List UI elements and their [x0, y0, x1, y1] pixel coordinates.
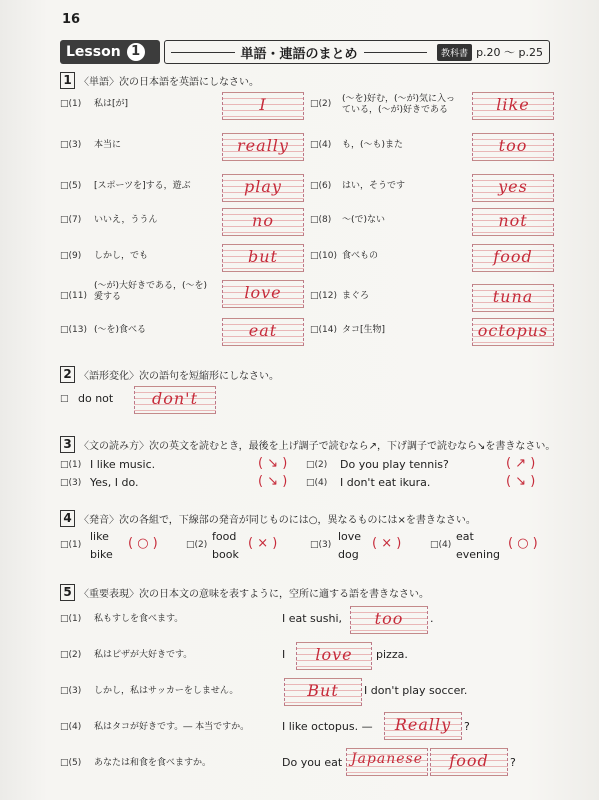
- s3-item-no: □(1): [60, 460, 82, 470]
- answer-box[interactable]: [296, 642, 372, 670]
- answer-box[interactable]: [222, 244, 304, 272]
- handwritten-answer: too: [374, 609, 404, 628]
- s1-item-no: □(13): [60, 325, 87, 335]
- section4-heading: 4 〈発音〉次の各組で，下線部の発音が同じものには○，異なるものには×を書きなさい。: [60, 510, 476, 527]
- s1-item-no: □(11): [60, 291, 87, 301]
- s5-post: ?: [464, 720, 470, 733]
- lesson-label: Lesson: [66, 44, 121, 60]
- s1-item-no: □(14): [310, 325, 337, 335]
- answer-box[interactable]: [472, 174, 554, 202]
- s1-item-no: □(10): [310, 251, 337, 261]
- s5-item-no: □(4): [60, 722, 82, 732]
- s4-item-no: □(4): [430, 540, 452, 550]
- handwritten-answer: I: [259, 95, 267, 114]
- s4-answer: ( ○ ): [508, 536, 538, 551]
- s1-item-no: □(12): [310, 291, 337, 301]
- s1-item-jp: (～を)好む，(～が)気に入っている，(～が)好きである: [342, 94, 456, 115]
- answer-box[interactable]: [346, 748, 428, 776]
- s3-answer: ( ↘ ): [258, 456, 288, 471]
- s4-word1: eat: [456, 530, 474, 543]
- answer-box[interactable]: [222, 133, 304, 161]
- s5-post: .: [430, 612, 434, 625]
- section1-number: 1: [60, 72, 75, 89]
- section5-heading: 5 〈重要表現〉次の日本文の意味を表すように，空所に適する語を書きなさい。: [60, 584, 429, 601]
- s5-pre: Do you eat: [282, 756, 343, 769]
- s1-item-jp: タコ[生物]: [342, 325, 386, 335]
- s1-item-jp: はい，そうです: [342, 181, 406, 191]
- handwritten-answer: love: [244, 283, 282, 302]
- handwritten-answer: yes: [498, 177, 528, 196]
- handwritten-answer: not: [498, 211, 528, 230]
- s5-post: ?: [510, 756, 516, 769]
- page-number: 16: [62, 12, 81, 27]
- handwritten-answer: play: [244, 177, 282, 196]
- s5-post: pizza.: [376, 648, 408, 661]
- handwritten-answer: Really: [394, 715, 452, 734]
- s3-item-text: I like music.: [90, 458, 156, 471]
- handwritten-answer: tuna: [492, 287, 534, 306]
- s5-item-no: □(2): [60, 650, 82, 660]
- textbook-tag: 教科書: [437, 44, 472, 61]
- answer-box[interactable]: [222, 318, 304, 346]
- s4-word2: evening: [456, 548, 501, 561]
- s3-item-text: Do you play tennis?: [340, 458, 449, 471]
- s5-item-no: □(3): [60, 686, 82, 696]
- handwritten-answer: too: [498, 136, 528, 155]
- s3-answer: ( ↗ ): [506, 456, 536, 471]
- handwritten-answer: But: [307, 681, 339, 700]
- s3-item-no: □(3): [60, 478, 82, 488]
- s1-item-jp: (～を)食べる: [94, 325, 147, 335]
- s1-item-no: □(8): [310, 215, 332, 225]
- answer-box[interactable]: [384, 712, 462, 740]
- s4-word2: dog: [338, 548, 359, 561]
- s5-pre: I eat sushi,: [282, 612, 343, 625]
- handwritten-answer: love: [315, 645, 353, 664]
- s5-item-jp: 私はタコが好きです。― 本当ですか。: [94, 722, 250, 732]
- answer-box[interactable]: [472, 208, 554, 236]
- s1-item-jp: 食べもの: [342, 251, 379, 261]
- handwritten-answer: like: [496, 95, 530, 114]
- s3-item-text: Yes, I do.: [90, 476, 139, 489]
- s4-answer: ( × ): [248, 536, 278, 551]
- answer-box[interactable]: [430, 748, 508, 776]
- s4-word2: book: [212, 548, 239, 561]
- section2-number: 2: [60, 366, 75, 383]
- handwritten-answer: eat: [248, 321, 278, 340]
- answer-box[interactable]: [472, 318, 554, 346]
- s5-item-no: □(5): [60, 758, 82, 768]
- s5-item-no: □(1): [60, 614, 82, 624]
- s1-item-jp: 本当に: [94, 140, 122, 150]
- lesson-badge: [60, 40, 160, 64]
- s1-item-jp: 私は[が]: [94, 99, 129, 109]
- page-title: 単語・連語のまとめ: [240, 46, 358, 62]
- s4-answer: ( × ): [372, 536, 402, 551]
- s1-item-jp: [スポーツを]する，遊ぶ: [94, 181, 191, 191]
- section3-number: 3: [60, 436, 75, 453]
- handwritten-answer: food: [493, 247, 533, 266]
- answer-box[interactable]: [472, 133, 554, 161]
- title-bar: [164, 40, 550, 64]
- s1-item-no: □(3): [60, 140, 82, 150]
- s5-post: I don't play soccer.: [364, 684, 468, 697]
- s4-item-no: □(3): [310, 540, 332, 550]
- handwritten-answer: octopus: [477, 321, 549, 340]
- s1-item-jp: しかし，でも: [94, 251, 149, 261]
- s4-word2: bike: [90, 548, 113, 561]
- section5-number: 5: [60, 584, 75, 601]
- textbook-pages: p.20 ～ p.25: [476, 46, 544, 59]
- s2-prompt: do not: [78, 392, 114, 405]
- s3-answer: ( ↘ ): [258, 474, 288, 489]
- answer-box[interactable]: [350, 606, 428, 634]
- answer-box[interactable]: [134, 386, 216, 414]
- s5-item-jp: しかし，私はサッカーをしません。: [94, 686, 239, 696]
- s1-item-no: □(6): [310, 181, 332, 191]
- s1-item-jp: ～(で)ない: [342, 215, 386, 225]
- s4-answer: ( ○ ): [128, 536, 158, 551]
- s5-item-jp: 私はピザが大好きです。: [94, 650, 193, 660]
- s1-item-no: □(4): [310, 140, 332, 150]
- s4-word1: food: [212, 530, 237, 543]
- s1-item-jp: まぐろ: [342, 291, 370, 301]
- answer-box[interactable]: [284, 678, 362, 706]
- s1-item-jp: (～が)大好きである，(～を)愛する: [94, 281, 208, 302]
- s1-item-jp: も，(～も)また: [342, 140, 404, 150]
- s5-item-jp: あなたは和食を食べますか。: [94, 758, 212, 768]
- answer-box[interactable]: [222, 174, 304, 202]
- handwritten-answer: don't: [151, 389, 198, 408]
- answer-box[interactable]: [222, 280, 304, 308]
- answer-box[interactable]: [222, 208, 304, 236]
- handwritten-answer: Japanese: [350, 751, 424, 767]
- s1-item-jp: いいえ，ううん: [94, 215, 158, 225]
- lesson-number: 1: [127, 43, 145, 61]
- handwritten-answer: but: [248, 247, 278, 266]
- section3-heading: 3 〈文の読み方〉次の英文を読むとき，最後を上げ調子で読むなら↗，下げ調子で読むなら↘を書きなさい。: [60, 436, 555, 453]
- s4-word1: love: [338, 530, 362, 543]
- s3-item-no: □(2): [306, 460, 328, 470]
- answer-box[interactable]: [222, 92, 304, 120]
- s1-item-no: □(2): [310, 99, 332, 109]
- s5-pre: I: [282, 648, 286, 661]
- section4-number: 4: [60, 510, 75, 527]
- s1-item-no: □(7): [60, 215, 82, 225]
- handwritten-answer: food: [449, 751, 489, 770]
- section2-heading: 2 〈語形変化〉次の語句を短縮形にしなさい。: [60, 366, 279, 383]
- s5-item-jp: 私もすしを食べます。: [94, 614, 184, 624]
- s3-item-no: □(4): [306, 478, 328, 488]
- s4-word1: like: [90, 530, 109, 543]
- answer-box[interactable]: [472, 244, 554, 272]
- section1-heading: 1 〈単語〉次の日本語を英語にしなさい。: [60, 72, 259, 89]
- s1-item-no: □(5): [60, 181, 82, 191]
- handwritten-answer: no: [252, 211, 274, 230]
- handwritten-answer: really: [237, 136, 289, 155]
- checkbox-icon[interactable]: □: [60, 394, 69, 404]
- answer-box[interactable]: [472, 284, 554, 312]
- answer-box[interactable]: [472, 92, 554, 120]
- s1-item-no: □(1): [60, 99, 82, 109]
- s3-item-text: I don't eat ikura.: [340, 476, 431, 489]
- s3-answer: ( ↘ ): [506, 474, 536, 489]
- s5-pre: I like octopus. —: [282, 720, 373, 733]
- s4-item-no: □(1): [60, 540, 82, 550]
- s1-item-no: □(9): [60, 251, 82, 261]
- s4-item-no: □(2): [186, 540, 208, 550]
